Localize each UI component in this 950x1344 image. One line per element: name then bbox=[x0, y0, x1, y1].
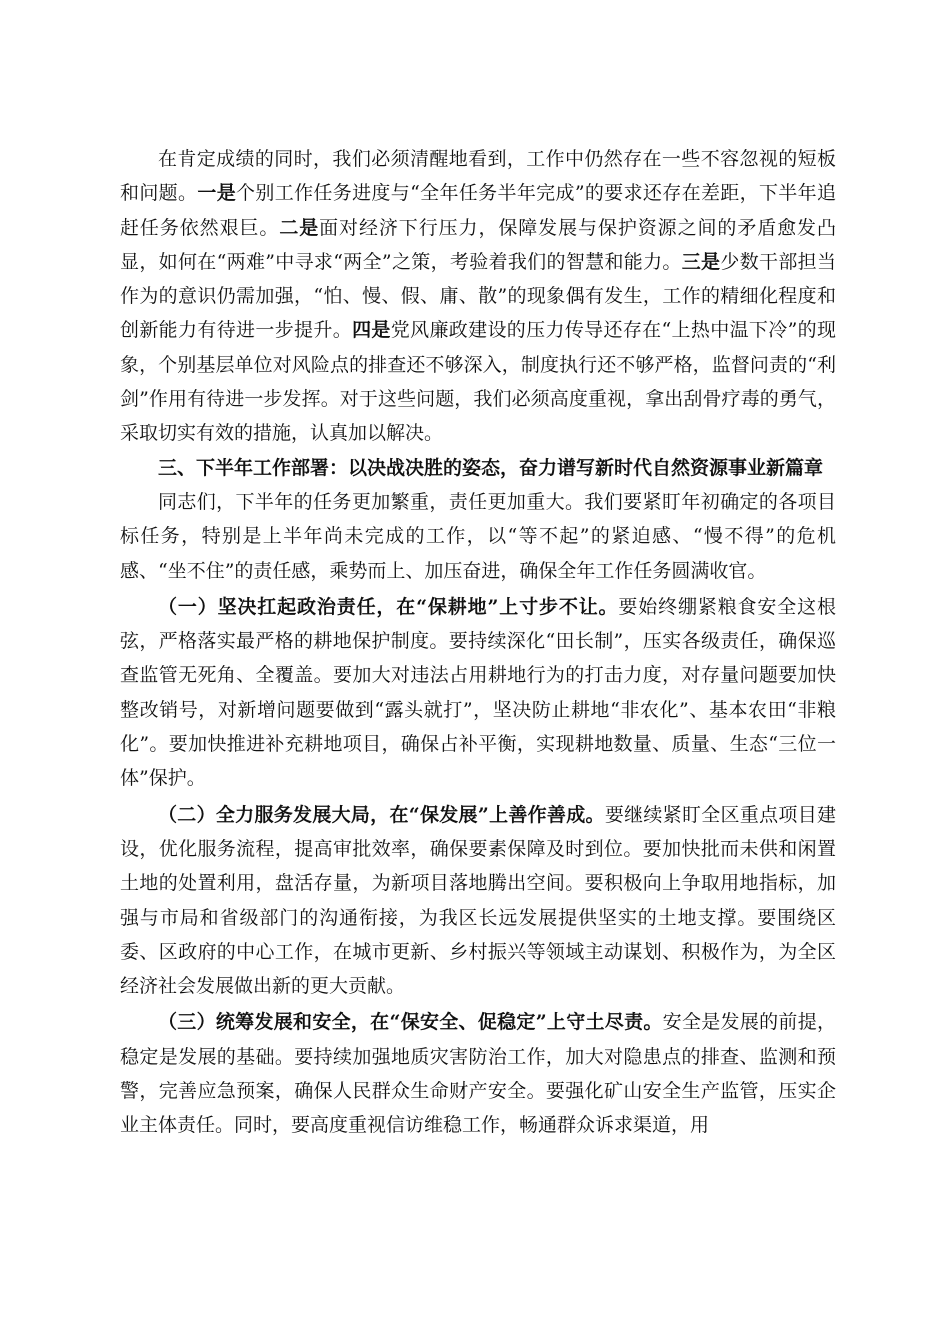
paragraph-safety-stability bbox=[120, 1005, 836, 1142]
bold-text-run: （二）全力服务发展大局，在“保发展”上善作善成。 bbox=[158, 803, 605, 826]
bold-text-run: （一）坚决扛起政治责任，在“保耕地”上寸步不让。 bbox=[158, 595, 619, 618]
bold-text-run: 三是 bbox=[681, 250, 721, 273]
text-run: 面对经济下行压力，保障发展与保护资源之间的矛盾愈发凸显，如何在“两难”中寻求“两全”之策，考验着我们的智慧和能力。 bbox=[120, 216, 836, 273]
bold-text-run: （三）统筹发展和安全，在“保安全、促稳定”上守土尽责。 bbox=[158, 1011, 663, 1034]
text-run: 同志们，下半年的任务更加繁重，责任更加重大。我们要紧盯年初确定的各项目标任务，特别是上半年尚未完成的工作，以“等不起”的紧迫感、“慢不得”的危机感、“坐不住”的责任感，乘势而上、加压奋进，确保全年工作任务圆满收官。 bbox=[120, 490, 836, 582]
paragraph-shortcomings bbox=[120, 142, 836, 451]
bold-text-run: 三、下半年工作部署：以决战决胜的姿态，奋力谱写新时代自然资源事业新篇章 bbox=[158, 456, 824, 479]
text-run: 个别工作任务进度与“全年任务半年完成”的要求还存在差距，下半年追赶任务依然艰巨。 bbox=[120, 182, 836, 239]
text-run: 在肯定成绩的同时，我们必须清醒地看到，工作中仍然存在一些不容忽视的短板和问题。 bbox=[120, 148, 836, 205]
text-run: 要继续紧盯全区重点项目建设，优化服务流程，提高审批效率，确保要素保障及时到位。要加快批而未供和闲置土地的处置利用，盘活存量，为新项目落地腾出空间。要积极向上争取用地指标，加强与市局和省级部门的沟通衔接，为我区长远发展提供坚实的土地支撑。要围绕区委、区政府的中心工作，在城市更新、乡村振兴等领域主动谋划、积极作为，为全区经济社会发展做出新的更大贡献。 bbox=[120, 803, 836, 998]
section-heading-3 bbox=[120, 451, 836, 485]
text-run: 安全是发展的前提，稳定是发展的基础。要持续加强地质灾害防治工作，加大对隐患点的排查、监测和预警，完善应急预案，确保人民群众生命财产安全。要强化矿山安全生产监管，压实企业主体责任。同时，要高度重视信访维稳工作，畅通群众诉求渠道，用 bbox=[120, 1011, 836, 1137]
text-run: 党风廉政建设的压力传导还存在“上热中温下冷”的现象，个别基层单位对风险点的排查还不够深入，制度执行还不够严格，监督问责的“利剑”作用有待进一步发挥。对于这些问题，我们必须高度重视，拿出刮骨疗毒的勇气，采取切实有效的措施，认真加以解决。 bbox=[120, 319, 836, 445]
paragraph-protect-farmland bbox=[120, 590, 836, 796]
bold-text-run: 一是 bbox=[197, 182, 237, 205]
paragraph-serve-development bbox=[120, 798, 836, 1004]
document-body bbox=[120, 142, 836, 1143]
text-run: 要始终绷紧粮食安全这根弦，严格落实最严格的耕地保护制度。要持续深化“田长制”，压实各级责任，确保巡查监管无死角、全覆盖。要加大对违法占用耕地行为的打击力度，对存量问题要加快整改销号，对新增问题要做到“露头就打”，坚决防止耕地“非农化”、基本农田“非粮化”。要加快推进补充耕地项目，确保占补平衡，实现耕地数量、质量、生态“三位一体”保护。 bbox=[120, 595, 836, 790]
text-run: 少数干部担当作为的意识仍需加强，“怕、慢、假、庸、散”的现象偶有发生，工作的精细化程度和创新能力有待进一步提升。 bbox=[120, 250, 836, 342]
bold-text-run: 二是 bbox=[279, 216, 320, 239]
bold-text-run: 四是 bbox=[352, 319, 391, 342]
paragraph-intro-second-half bbox=[120, 485, 836, 588]
